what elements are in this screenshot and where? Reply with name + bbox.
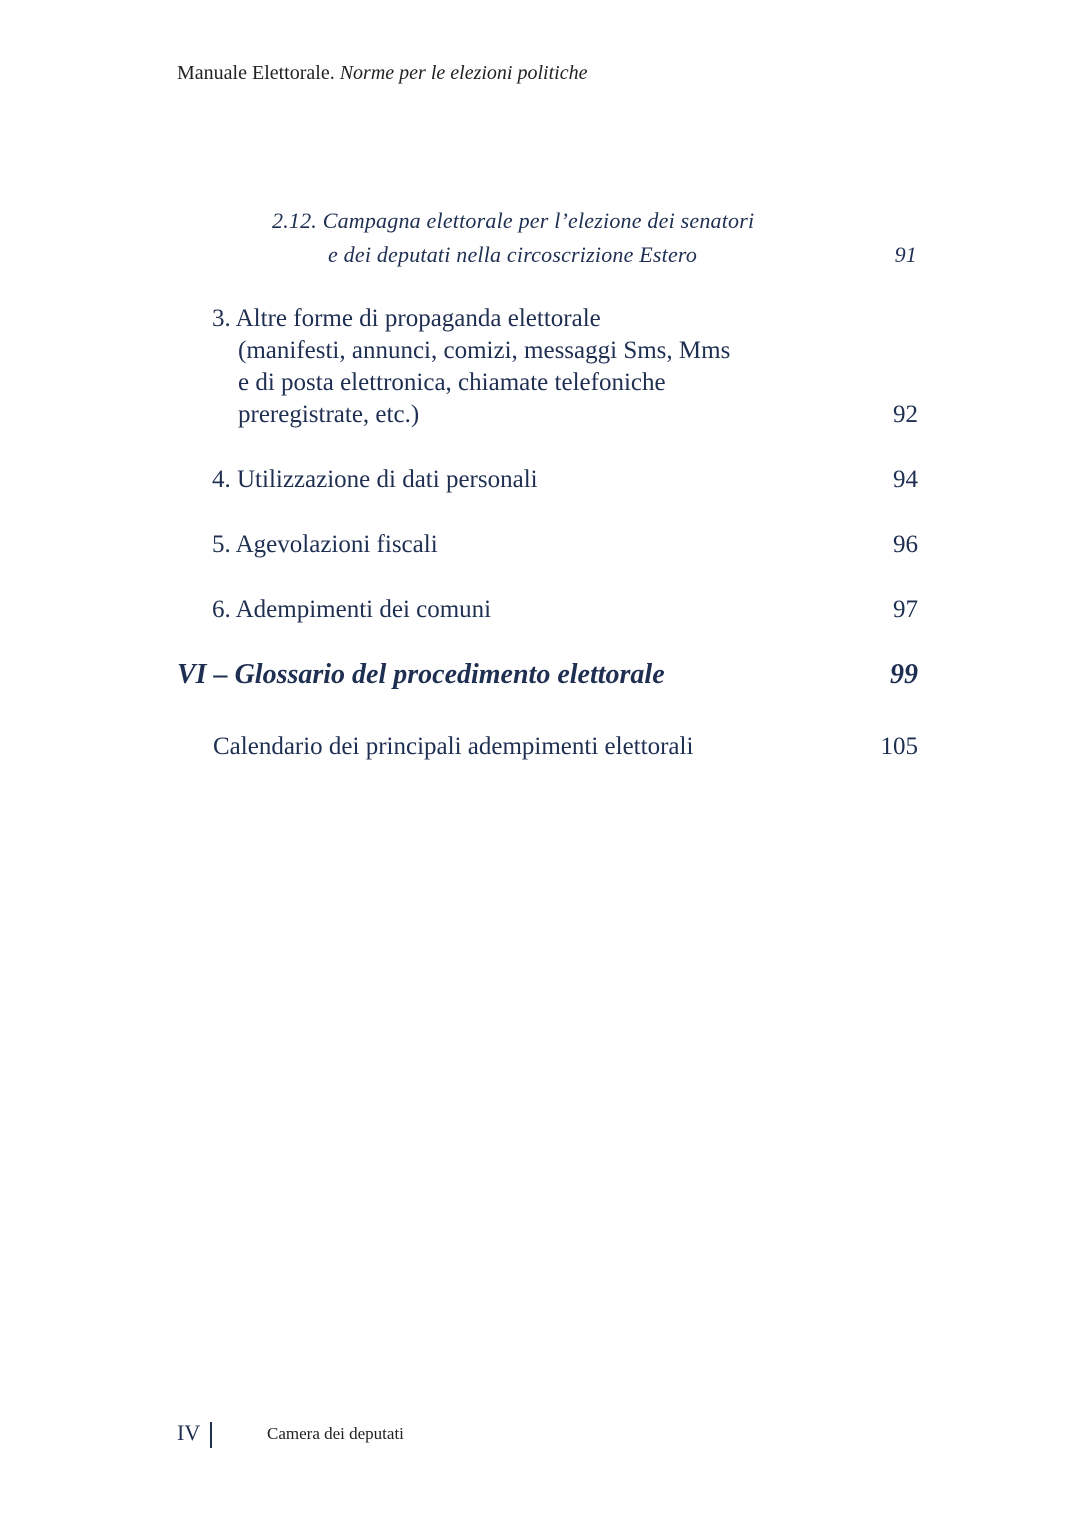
toc-entry-3[interactable]	[212, 303, 918, 431]
toc-page-number: 97	[893, 596, 918, 623]
header-title: Manuale Elettorale.	[177, 62, 335, 84]
toc-entry-text: Calendario dei principali adempimenti elettorali	[213, 733, 694, 760]
toc-entry-6[interactable]	[212, 594, 918, 626]
toc-entry-2-12[interactable]	[272, 204, 917, 272]
footer-publisher: Camera dei deputati	[267, 1424, 404, 1443]
toc-page-number: 105	[880, 733, 918, 760]
header-subtitle: Norme per le elezioni politiche	[339, 62, 588, 84]
toc-entry-text: 5. Agevolazioni fiscali	[212, 531, 438, 558]
toc-page-number: 91	[894, 242, 917, 267]
page-folio: IV	[177, 1420, 201, 1445]
toc-entry-text: 3. Altre forme di propaganda elettorale	[212, 305, 601, 332]
toc-entry-text: 4. Utilizzazione di dati personali	[212, 466, 538, 493]
toc-page-number: 99	[890, 659, 918, 690]
toc-entry-5[interactable]	[212, 529, 918, 561]
toc-entry-4[interactable]	[212, 464, 918, 496]
toc-entry-text: e di posta elettronica, chiamate telefoniche	[238, 369, 666, 396]
toc-entry-text: 2.12. Campagna elettorale per l’elezione dei senatori	[272, 208, 755, 233]
toc-chapter-title: VI – Glossario del procedimento elettorale	[177, 659, 665, 690]
toc-chapter-vi[interactable]	[177, 656, 918, 694]
toc-page-number: 92	[893, 401, 918, 428]
toc-page-number: 96	[893, 531, 918, 558]
toc-entry-text: 6. Adempimenti dei comuni	[212, 596, 492, 623]
toc-entry-text: (manifesti, annunci, comizi, messaggi Sms, Mms	[238, 337, 731, 364]
footer-divider	[210, 1422, 212, 1448]
toc-entry-text: e dei deputati nella circoscrizione Estero	[328, 242, 698, 267]
toc-entry-calendario[interactable]	[213, 731, 918, 763]
running-header	[177, 62, 587, 85]
toc-page-number: 94	[893, 466, 918, 493]
toc-entry-text: preregistrate, etc.)	[238, 401, 420, 428]
